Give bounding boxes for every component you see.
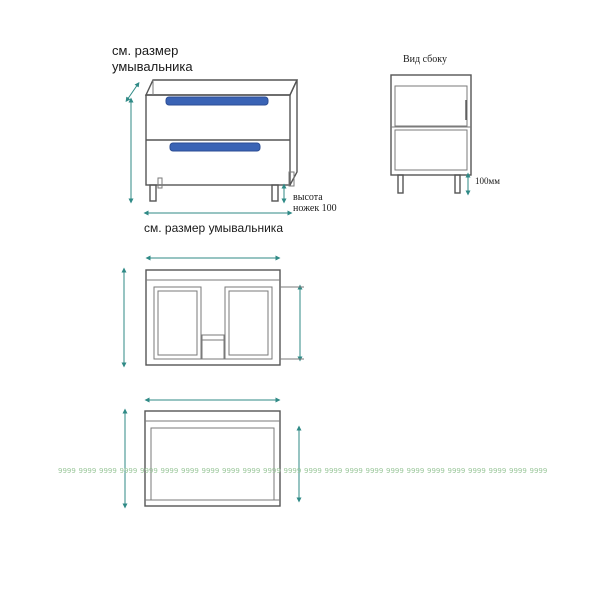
watermark-mark: 9999 bbox=[365, 467, 384, 475]
front-elevation-doors bbox=[124, 258, 304, 365]
door-right-panel bbox=[229, 291, 268, 355]
watermark-mark: 9999 bbox=[222, 467, 240, 475]
top-size-label-line2: умывальника bbox=[112, 59, 193, 74]
watermark-row bbox=[58, 467, 547, 475]
watermark-mark: 9999 bbox=[263, 467, 281, 475]
legs-height-label: высота ножек 100 bbox=[293, 192, 337, 214]
drawer-handle-top bbox=[166, 97, 268, 105]
watermark-mark: 9999 bbox=[345, 467, 363, 475]
side-view-upper-drawer bbox=[395, 86, 467, 126]
drawer-handle-bottom bbox=[170, 143, 260, 151]
watermark-mark: 9999 bbox=[427, 467, 445, 475]
watermark-mark: 9999 bbox=[468, 467, 486, 475]
door-left bbox=[154, 287, 201, 359]
watermark-mark: 9999 bbox=[242, 467, 261, 475]
watermark-mark: 9999 bbox=[529, 467, 548, 475]
watermark-mark: 9999 bbox=[406, 467, 425, 475]
watermark-mark: 9999 bbox=[201, 467, 220, 475]
center-niche bbox=[202, 335, 224, 359]
cabinet-leg bbox=[272, 185, 278, 201]
cabinet-top-slab bbox=[146, 80, 297, 95]
door-right bbox=[225, 287, 272, 359]
watermark-mark: 9999 bbox=[283, 467, 302, 475]
bottom-size-label: см. размер умывальника bbox=[144, 221, 283, 235]
watermark-mark: 9999 bbox=[99, 467, 117, 475]
side-view-drawing bbox=[391, 75, 471, 193]
watermark-mark: 9999 bbox=[119, 467, 138, 475]
side-view-leg bbox=[398, 175, 403, 193]
watermark-mark: 9999 bbox=[140, 467, 158, 475]
side-view-lower-drawer bbox=[395, 130, 467, 170]
watermark-mark: 9999 bbox=[509, 467, 527, 475]
watermark-mark: 9999 bbox=[447, 467, 466, 475]
watermark-mark: 9999 bbox=[386, 467, 404, 475]
side-view-body bbox=[391, 75, 471, 175]
open-frame-opening bbox=[151, 428, 274, 500]
top-size-label bbox=[112, 43, 193, 74]
cabinet-perspective-view bbox=[127, 80, 297, 213]
elevation-frame bbox=[146, 270, 280, 365]
watermark-mark: 9999 bbox=[324, 467, 343, 475]
door-left-panel bbox=[158, 291, 197, 355]
side-view-title: Вид сбоку bbox=[403, 54, 447, 65]
top-size-label-line1: см. размер bbox=[112, 43, 179, 58]
leg-mm-label: 100мм bbox=[475, 176, 500, 186]
cabinet-leg bbox=[158, 178, 162, 188]
open-frame-elevation bbox=[125, 400, 299, 506]
watermark-mark: 9999 bbox=[304, 467, 322, 475]
depth-dimension-line bbox=[127, 84, 138, 100]
cabinet-side bbox=[290, 80, 297, 185]
watermark-mark: 9999 bbox=[78, 467, 97, 475]
cabinet-leg bbox=[150, 185, 156, 201]
watermark-mark: 9999 bbox=[58, 467, 76, 475]
open-frame bbox=[145, 411, 280, 506]
watermark-mark: 9999 bbox=[160, 467, 179, 475]
side-view-leg bbox=[455, 175, 460, 193]
watermark-mark: 9999 bbox=[181, 467, 199, 475]
watermark-mark: 9999 bbox=[488, 467, 507, 475]
